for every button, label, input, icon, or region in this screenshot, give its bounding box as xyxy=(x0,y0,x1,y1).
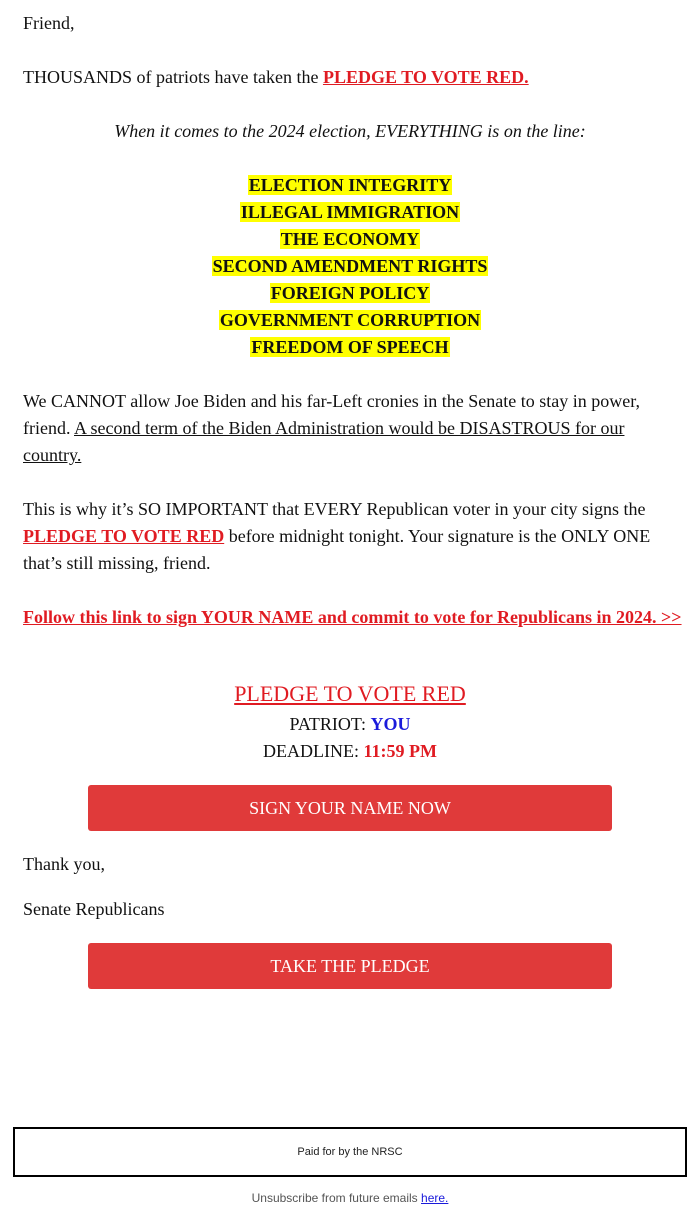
pledge-link-intro[interactable]: PLEDGE TO VOTE RED. xyxy=(322,67,529,87)
patriot-label: PATRIOT: xyxy=(289,714,371,734)
issue-item: FREEDOM OF SPEECH xyxy=(251,337,449,357)
thank-you: Thank you, xyxy=(23,854,105,874)
paragraph-important-before: This is why it’s SO IMPORTANT that EVERY Republican voter in your city signs the xyxy=(23,499,646,519)
paragraph-biden-text: We CANNOT allow Joe Biden and his far-Left cronies in the Senate to stay in power, friend. xyxy=(23,391,640,438)
cta-paragraph xyxy=(23,604,683,631)
paragraph-biden xyxy=(23,388,683,469)
paragraph-important xyxy=(23,496,683,577)
patriot-line xyxy=(0,711,700,738)
unsubscribe-link[interactable]: here. xyxy=(421,1191,449,1205)
deadline-label: DEADLINE: xyxy=(263,741,364,761)
intro-paragraph xyxy=(23,64,683,91)
issue-item: SECOND AMENDMENT RIGHTS xyxy=(212,256,488,276)
unsubscribe-line xyxy=(0,1190,700,1206)
cta-link[interactable]: Follow this link to sign YOUR NAME and commit to vote for Republicans in 2024. >> xyxy=(23,607,682,627)
unsubscribe-text: Unsubscribe from future emails xyxy=(251,1191,422,1205)
deadline-line xyxy=(0,738,700,765)
lead-in: When it comes to the 2024 election, EVERYTHING is on the line: xyxy=(114,121,586,141)
intro-text: THOUSANDS of patriots have taken the xyxy=(23,67,323,87)
sign-your-name-button[interactable]: SIGN YOUR NAME NOW xyxy=(88,785,612,831)
paid-for-box xyxy=(13,1127,687,1177)
deadline-value: 11:59 PM xyxy=(363,741,437,761)
pledge-link-inline[interactable]: PLEDGE TO VOTE RED xyxy=(23,526,225,546)
paid-for-text: Paid for by the NRSC xyxy=(297,1146,403,1158)
issue-item: GOVERNMENT CORRUPTION xyxy=(219,310,481,330)
greeting: Friend, xyxy=(23,13,75,33)
issues-list xyxy=(0,172,700,361)
patriot-value: YOU xyxy=(370,714,411,734)
paragraph-important-after: before midnight tonight. Your signature is the ONLY ONE that’s still missing, friend. xyxy=(23,526,651,573)
paragraph-biden-underlined: A second term of the Biden Administration would be DISASTROUS for our country. xyxy=(23,418,625,465)
issue-item: ILLEGAL IMMIGRATION xyxy=(240,202,460,222)
take-the-pledge-button[interactable]: TAKE THE PLEDGE xyxy=(88,943,612,989)
issue-item: ELECTION INTEGRITY xyxy=(248,175,452,195)
pledge-title-link[interactable]: PLEDGE TO VOTE RED xyxy=(234,681,466,706)
sender-name: Senate Republicans xyxy=(23,899,165,919)
issue-item: FOREIGN POLICY xyxy=(270,283,430,303)
issue-item: THE ECONOMY xyxy=(280,229,420,249)
